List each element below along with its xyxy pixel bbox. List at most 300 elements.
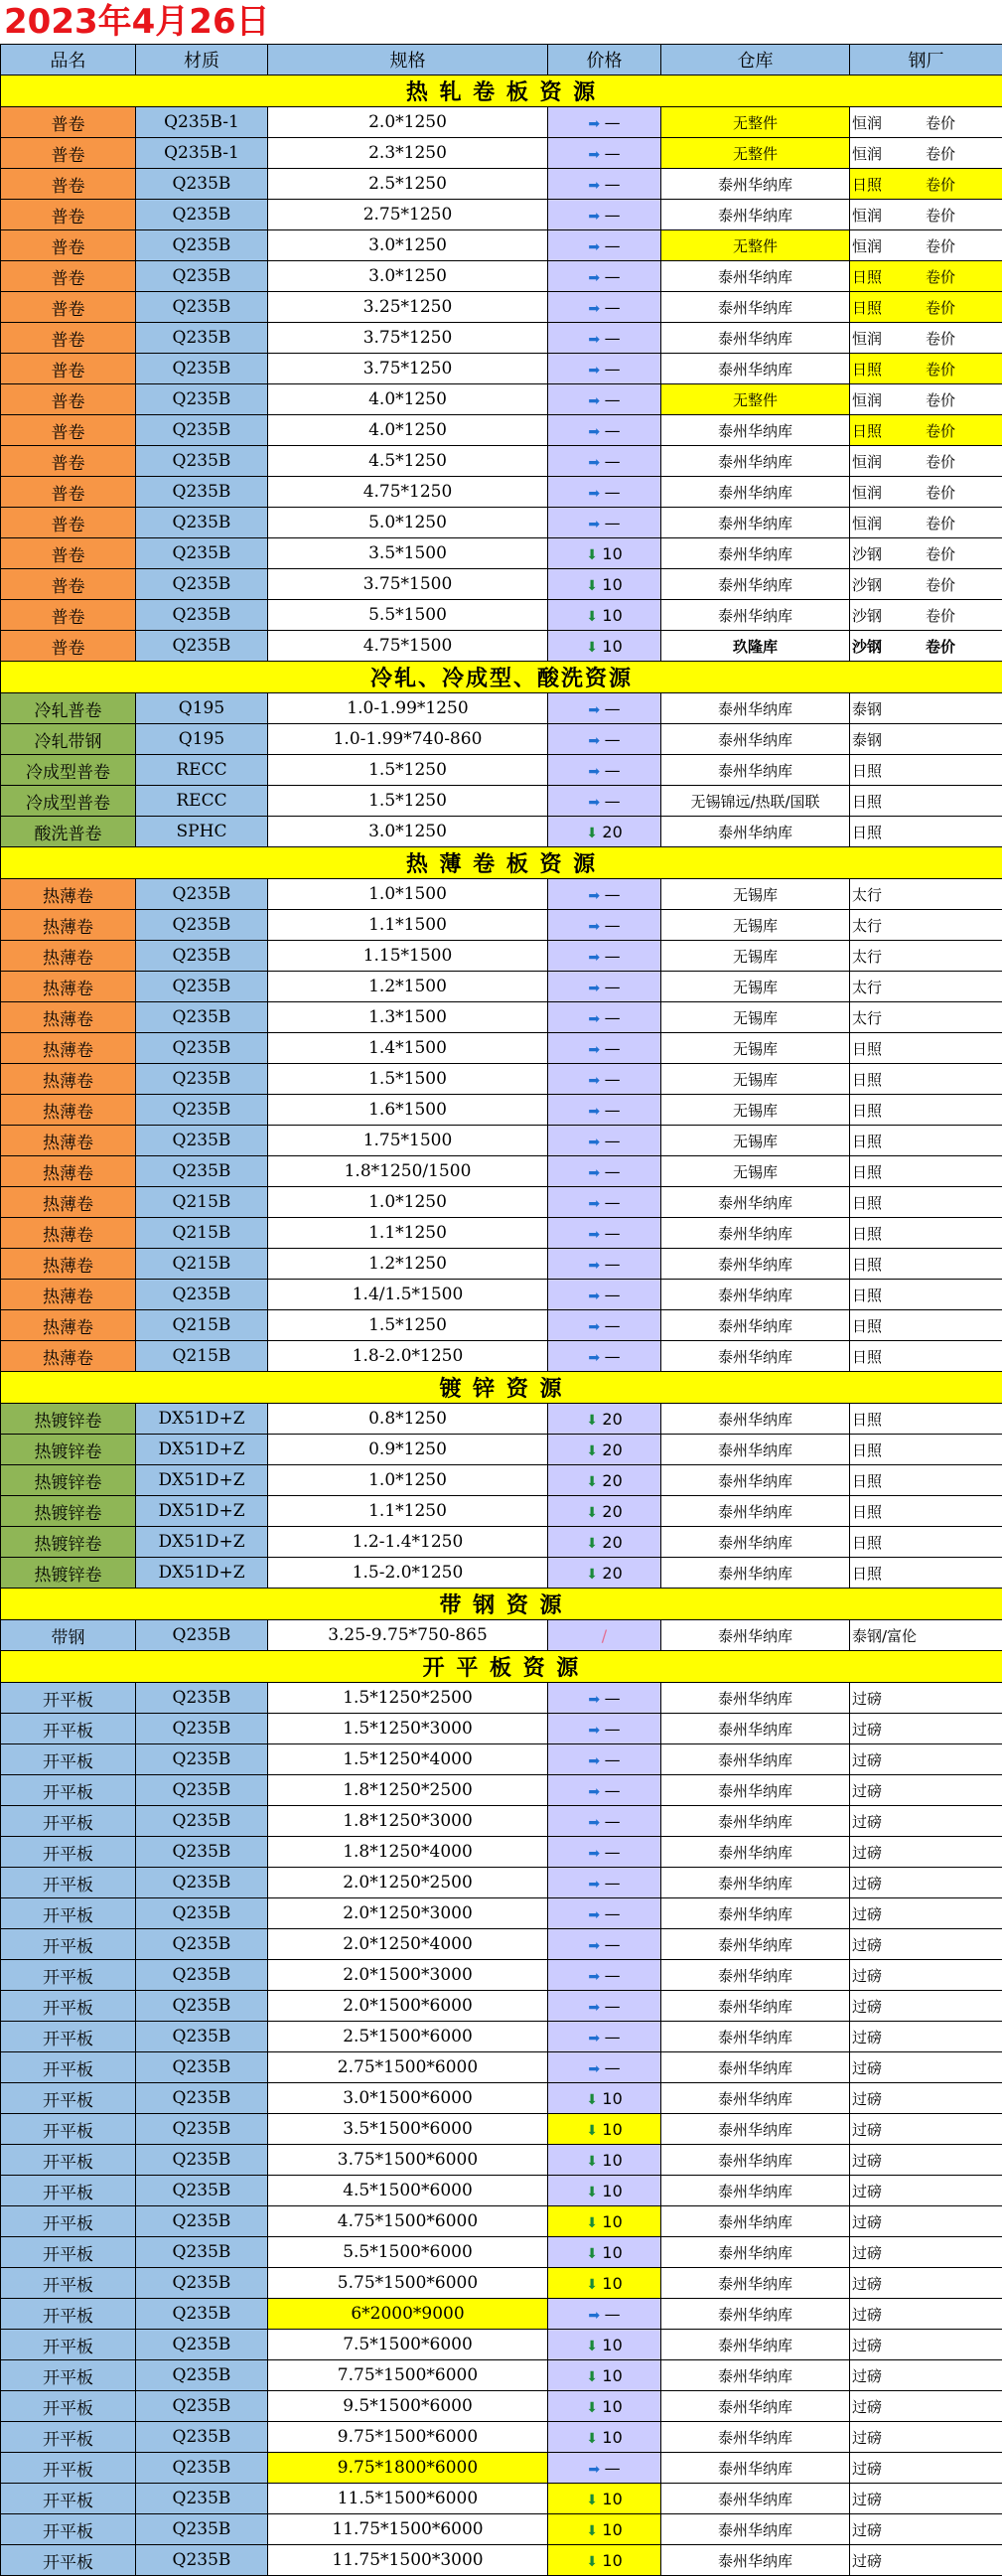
price-value: 10	[602, 575, 622, 594]
table-row	[1, 972, 1002, 1002]
spec: 3.0*1500*6000	[268, 2083, 548, 2114]
mill-cell	[850, 169, 1002, 200]
table-row	[1, 2422, 1002, 2453]
warehouse: 泰州华纳库	[661, 1527, 850, 1558]
table-row	[1, 2022, 1002, 2052]
warehouse: 泰州华纳库	[661, 446, 850, 477]
product-name: 开平板	[1, 2206, 136, 2237]
material: DX51D+Z	[136, 1527, 268, 1558]
material: Q235B	[136, 2145, 268, 2176]
material: Q235B	[136, 1991, 268, 2022]
table-row	[1, 1806, 1002, 1837]
price-value: 10	[602, 2120, 622, 2139]
product-name: 开平板	[1, 2453, 136, 2484]
price-value: 20	[602, 1502, 622, 1521]
mill-name: 恒润	[852, 328, 926, 349]
warehouse: 泰州华纳库	[661, 1898, 850, 1929]
product-name: 热薄卷	[1, 1249, 136, 1280]
price-cell	[548, 1620, 661, 1651]
mill-name: 过磅	[852, 2119, 926, 2140]
product-name: 普卷	[1, 600, 136, 631]
mill-cell	[850, 1435, 1002, 1465]
material: Q235B	[136, 2545, 268, 2576]
warehouse: 泰州华纳库	[661, 1218, 850, 1249]
mill-cell	[850, 2360, 1002, 2391]
mill-name: 恒润	[852, 143, 926, 164]
material: Q215B	[136, 1249, 268, 1280]
warehouse: 泰州华纳库	[661, 354, 850, 384]
product-name: 普卷	[1, 477, 136, 508]
spec: 1.5-2.0*1250	[268, 1558, 548, 1589]
section-header-row	[1, 662, 1002, 693]
price-value: —	[605, 329, 621, 348]
price-value: —	[605, 113, 621, 132]
product-name: 开平板	[1, 2484, 136, 2514]
price-basis: 卷价	[926, 145, 955, 163]
price-cell	[548, 415, 661, 446]
spec: 1.15*1500	[268, 941, 548, 972]
warehouse: 泰州华纳库	[661, 2206, 850, 2237]
table-row	[1, 169, 1002, 200]
arrow-down-icon: ⬇	[586, 2339, 602, 2354]
product-name: 冷成型普卷	[1, 755, 136, 786]
table-row	[1, 107, 1002, 138]
price-value: 10	[602, 2366, 622, 2385]
product-name: 普卷	[1, 384, 136, 415]
table-row	[1, 1837, 1002, 1868]
spec: 0.9*1250	[268, 1435, 548, 1465]
mill-cell	[850, 941, 1002, 972]
material: Q235B-1	[136, 138, 268, 169]
material: Q235B	[136, 1064, 268, 1095]
mill-cell	[850, 879, 1002, 910]
table-row	[1, 1991, 1002, 2022]
table-row	[1, 2360, 1002, 2391]
material: Q235B	[136, 1156, 268, 1187]
mill-name: 过磅	[852, 1842, 926, 1863]
product-name: 普卷	[1, 446, 136, 477]
mill-cell	[850, 477, 1002, 508]
material: Q235B	[136, 1126, 268, 1156]
arrow-right-icon: ➡	[588, 950, 604, 966]
arrow-right-icon: ➡	[588, 239, 604, 255]
product-name: 酸洗普卷	[1, 817, 136, 847]
table-row	[1, 569, 1002, 600]
table-row	[1, 1310, 1002, 1341]
table-row	[1, 2206, 1002, 2237]
price-value: —	[605, 947, 621, 966]
arrow-down-icon: ⬇	[586, 1413, 602, 1429]
mill-name: 恒润	[852, 112, 926, 133]
material: DX51D+Z	[136, 1404, 268, 1435]
spec: 1.8*1250*3000	[268, 1806, 548, 1837]
price-value: —	[605, 421, 621, 440]
warehouse: 泰州华纳库	[661, 200, 850, 230]
price-value: —	[605, 2058, 621, 2077]
material: Q235B	[136, 631, 268, 662]
arrow-right-icon: ➡	[588, 888, 604, 904]
warehouse: 泰州华纳库	[661, 569, 850, 600]
product-name: 普卷	[1, 138, 136, 169]
table-row	[1, 755, 1002, 786]
arrow-right-icon: ➡	[588, 1104, 604, 1120]
mill-name: 过磅	[852, 2242, 926, 2263]
price-basis: 卷价	[926, 237, 955, 255]
price-cell	[548, 1156, 661, 1187]
material: DX51D+Z	[136, 1496, 268, 1527]
spec: 7.5*1500*6000	[268, 2330, 548, 2360]
spec: 3.0*1250	[268, 817, 548, 847]
warehouse: 泰州华纳库	[661, 1714, 850, 1744]
arrow-right-icon: ➡	[588, 795, 604, 811]
product-name: 开平板	[1, 1714, 136, 1744]
arrow-right-icon: ➡	[588, 1969, 604, 1985]
mill-cell	[850, 538, 1002, 569]
spec: 0.8*1250	[268, 1404, 548, 1435]
arrow-down-icon: ⬇	[586, 2400, 602, 2416]
product-name: 热薄卷	[1, 1218, 136, 1249]
material: Q235B	[136, 323, 268, 354]
mill-name: 过磅	[852, 2211, 926, 2232]
price-basis: 卷价	[926, 638, 955, 656]
price-cell	[548, 1991, 661, 2022]
warehouse: 泰州华纳库	[661, 2514, 850, 2545]
arrow-right-icon: ➡	[588, 1692, 604, 1708]
price-cell	[548, 292, 661, 323]
warehouse: 泰州华纳库	[661, 1775, 850, 1806]
price-cell	[548, 2268, 661, 2299]
material: Q195	[136, 693, 268, 724]
spec: 1.1*1250	[268, 1496, 548, 1527]
price-cell	[548, 1280, 661, 1310]
price-value: —	[605, 699, 621, 718]
product-name: 普卷	[1, 631, 136, 662]
spec: 2.5*1500*6000	[268, 2022, 548, 2052]
material: Q235B	[136, 2299, 268, 2330]
warehouse: 泰州华纳库	[661, 600, 850, 631]
product-name: 开平板	[1, 1775, 136, 1806]
product-name: 热薄卷	[1, 1033, 136, 1064]
mill-name: 过磅	[852, 1996, 926, 2017]
product-name: 开平板	[1, 1683, 136, 1714]
price-cell	[548, 1310, 661, 1341]
spec: 1.2-1.4*1250	[268, 1527, 548, 1558]
arrow-right-icon: ➡	[588, 178, 604, 194]
table-row	[1, 2514, 1002, 2545]
mill-cell	[850, 1496, 1002, 1527]
spec: 1.2*1500	[268, 972, 548, 1002]
mill-name: 日照	[852, 1346, 926, 1367]
price-cell	[548, 2206, 661, 2237]
mill-cell	[850, 384, 1002, 415]
mill-cell	[850, 1465, 1002, 1496]
arrow-down-icon: ⬇	[586, 1505, 602, 1521]
arrow-right-icon: ➡	[588, 1135, 604, 1150]
price-cell	[548, 169, 661, 200]
mill-cell	[850, 1310, 1002, 1341]
spec: 1.8*1250*4000	[268, 1837, 548, 1868]
mill-name: 恒润	[852, 389, 926, 410]
price-value: —	[605, 360, 621, 379]
price-cell	[548, 941, 661, 972]
mill-cell	[850, 415, 1002, 446]
price-cell	[548, 2484, 661, 2514]
spec: 1.5*1500	[268, 1064, 548, 1095]
price-cell	[548, 2299, 661, 2330]
price-basis: 卷价	[926, 453, 955, 471]
table-row	[1, 1898, 1002, 1929]
price-value: —	[605, 1008, 621, 1027]
arrow-right-icon: ➡	[588, 2031, 604, 2046]
mill-name: 过磅	[852, 2458, 926, 2479]
material: Q235B	[136, 2176, 268, 2206]
price-value: —	[605, 1039, 621, 1058]
material: Q235B	[136, 477, 268, 508]
warehouse: 泰州华纳库	[661, 2453, 850, 2484]
spec: 1.5*1250*4000	[268, 1744, 548, 1775]
warehouse: 无锡库	[661, 941, 850, 972]
mill-cell	[850, 1187, 1002, 1218]
mill-cell	[850, 1868, 1002, 1898]
price-value: —	[605, 298, 621, 317]
mill-name: 过磅	[852, 2027, 926, 2047]
table-row	[1, 138, 1002, 169]
warehouse: 泰州华纳库	[661, 2422, 850, 2453]
table-row	[1, 879, 1002, 910]
header-price: 价格	[548, 45, 661, 76]
price-cell	[548, 1249, 661, 1280]
header-name: 品名	[1, 45, 136, 76]
price-value: 10	[602, 2089, 622, 2108]
arrow-right-icon: ➡	[588, 486, 604, 502]
mill-cell	[850, 446, 1002, 477]
price-value: 10	[602, 2336, 622, 2354]
material: Q235B	[136, 230, 268, 261]
price-value: —	[605, 1750, 621, 1769]
price-cell	[548, 1683, 661, 1714]
mill-cell	[850, 2083, 1002, 2114]
spec: 11.75*1500*3000	[268, 2545, 548, 2576]
product-name: 开平板	[1, 2083, 136, 2114]
price-value: —	[605, 267, 621, 286]
arrow-down-icon: ⬇	[586, 547, 602, 563]
arrow-down-icon: ⬇	[586, 2185, 602, 2200]
spec: 1.5*1250*2500	[268, 1683, 548, 1714]
material: Q235B	[136, 1002, 268, 1033]
mill-cell	[850, 1095, 1002, 1126]
table-row	[1, 1714, 1002, 1744]
material: Q235B	[136, 2422, 268, 2453]
price-cell	[548, 910, 661, 941]
price-value: 10	[602, 637, 622, 656]
arrow-right-icon: ➡	[588, 1165, 604, 1181]
section-header-row	[1, 1589, 1002, 1620]
warehouse: 泰州华纳库	[661, 1249, 850, 1280]
table-row	[1, 631, 1002, 662]
price-cell	[548, 261, 661, 292]
arrow-down-icon: ⬇	[586, 640, 602, 656]
warehouse: 泰州华纳库	[661, 1929, 850, 1960]
product-name: 热薄卷	[1, 1310, 136, 1341]
mill-cell	[850, 1156, 1002, 1187]
mill-name: 沙钢	[852, 605, 926, 626]
section-title: 带 钢 资 源	[1, 1589, 1002, 1620]
header-spec: 规格	[268, 45, 548, 76]
price-cell	[548, 1404, 661, 1435]
table-row	[1, 1960, 1002, 1991]
material: Q235B	[136, 972, 268, 1002]
product-name: 开平板	[1, 2022, 136, 2052]
price-basis: 卷价	[926, 330, 955, 348]
price-basis: 卷价	[926, 268, 955, 286]
warehouse: 泰州华纳库	[661, 1310, 850, 1341]
mill-cell	[850, 138, 1002, 169]
price-value: 10	[602, 2490, 622, 2508]
table-row	[1, 2268, 1002, 2299]
mill-cell	[850, 2422, 1002, 2453]
material: Q235B	[136, 2330, 268, 2360]
spec: 4.75*1250	[268, 477, 548, 508]
price-cell	[548, 724, 661, 755]
table-row	[1, 2299, 1002, 2330]
header-material: 材质	[136, 45, 268, 76]
warehouse: 泰州华纳库	[661, 1280, 850, 1310]
arrow-right-icon: ➡	[588, 2061, 604, 2077]
arrow-right-icon: ➡	[588, 270, 604, 286]
warehouse: 泰州华纳库	[661, 415, 850, 446]
product-name: 开平板	[1, 1991, 136, 2022]
spec: 3.0*1250	[268, 230, 548, 261]
material: Q235B	[136, 508, 268, 538]
mill-name: 太行	[852, 946, 926, 967]
mill-cell	[850, 1064, 1002, 1095]
price-value: 10	[602, 2397, 622, 2416]
spec: 2.0*1250	[268, 107, 548, 138]
table-row	[1, 2176, 1002, 2206]
mill-cell	[850, 786, 1002, 817]
arrow-right-icon: ➡	[588, 1288, 604, 1304]
product-name: 普卷	[1, 292, 136, 323]
spec: 4.5*1250	[268, 446, 548, 477]
table-row	[1, 292, 1002, 323]
material: Q235B	[136, 1683, 268, 1714]
warehouse: 泰州华纳库	[661, 1960, 850, 1991]
price-value: 10	[602, 2520, 622, 2539]
price-value: —	[605, 1720, 621, 1739]
arrow-down-icon: ⬇	[586, 1536, 602, 1552]
price-cell	[548, 972, 661, 1002]
mill-cell	[850, 1404, 1002, 1435]
arrow-right-icon: ➡	[588, 1907, 604, 1923]
material: Q235B	[136, 2083, 268, 2114]
warehouse: 泰州华纳库	[661, 2114, 850, 2145]
table-row	[1, 786, 1002, 817]
spec: 3.25-9.75*750-865	[268, 1620, 548, 1651]
warehouse: 泰州华纳库	[661, 2237, 850, 2268]
table-row	[1, 1620, 1002, 1651]
warehouse: 泰州华纳库	[661, 1744, 850, 1775]
price-value: 10	[602, 2551, 622, 2570]
header-warehouse: 仓库	[661, 45, 850, 76]
mill-cell	[850, 755, 1002, 786]
table-row	[1, 1527, 1002, 1558]
price-cell	[548, 755, 661, 786]
price-value: —	[605, 452, 621, 471]
mill-name: 日照	[852, 1069, 926, 1090]
material: Q235B	[136, 1868, 268, 1898]
spec: 9.5*1500*6000	[268, 2391, 548, 2422]
arrow-right-icon: ➡	[588, 1815, 604, 1831]
material: DX51D+Z	[136, 1435, 268, 1465]
warehouse: 泰州华纳库	[661, 261, 850, 292]
price-value: —	[605, 1286, 621, 1304]
warehouse: 泰州华纳库	[661, 1683, 850, 1714]
mill-cell	[850, 1714, 1002, 1744]
price-value: —	[605, 2028, 621, 2046]
product-name: 开平板	[1, 2330, 136, 2360]
price-basis: 卷价	[926, 607, 955, 625]
mill-cell	[850, 2453, 1002, 2484]
section-title: 热 薄 卷 板 资 源	[1, 847, 1002, 879]
warehouse: 无锡库	[661, 972, 850, 1002]
mill-cell	[850, 1744, 1002, 1775]
warehouse: 无锡库	[661, 1064, 850, 1095]
price-value: —	[605, 1255, 621, 1274]
price-basis: 卷价	[926, 576, 955, 594]
table-row	[1, 1435, 1002, 1465]
price-value: —	[605, 1843, 621, 1862]
warehouse: 泰州华纳库	[661, 1187, 850, 1218]
material: Q235B	[136, 1095, 268, 1126]
product-name: 热薄卷	[1, 879, 136, 910]
material: Q235B	[136, 292, 268, 323]
spec: 5.75*1500*6000	[268, 2268, 548, 2299]
warehouse: 泰州华纳库	[661, 2145, 850, 2176]
price-cell	[548, 1496, 661, 1527]
price-cell	[548, 1744, 661, 1775]
product-name: 开平板	[1, 1806, 136, 1837]
arrow-right-icon: ➡	[588, 2000, 604, 2016]
arrow-down-icon: ⬇	[586, 2154, 602, 2170]
arrow-down-icon: ⬇	[586, 826, 602, 841]
price-value: 20	[602, 1533, 622, 1552]
arrow-right-icon: ➡	[588, 2462, 604, 2478]
product-name: 冷成型普卷	[1, 786, 136, 817]
price-cell	[548, 230, 661, 261]
mill-name: 日照	[852, 1563, 926, 1584]
mill-name: 恒润	[852, 513, 926, 533]
price-cell	[548, 2052, 661, 2083]
price-cell	[548, 2176, 661, 2206]
mill-name: 过磅	[852, 2550, 926, 2571]
warehouse: 泰州华纳库	[661, 817, 850, 847]
arrow-right-icon: ➡	[588, 1227, 604, 1243]
warehouse: 泰州华纳库	[661, 538, 850, 569]
price-value: —	[605, 1224, 621, 1243]
mill-cell	[850, 910, 1002, 941]
section-title: 冷轧、冷成型、酸洗资源	[1, 662, 1002, 693]
warehouse: 泰州华纳库	[661, 2083, 850, 2114]
product-name: 开平板	[1, 1929, 136, 1960]
mill-name: 日照	[852, 1470, 926, 1491]
product-name: 开平板	[1, 2545, 136, 2576]
product-name: 热镀锌卷	[1, 1496, 136, 1527]
table-row	[1, 2391, 1002, 2422]
product-name: 开平板	[1, 2299, 136, 2330]
price-value: 10	[602, 2243, 622, 2262]
price-value: 10	[602, 2151, 622, 2170]
mill-name: 日照	[852, 1223, 926, 1244]
